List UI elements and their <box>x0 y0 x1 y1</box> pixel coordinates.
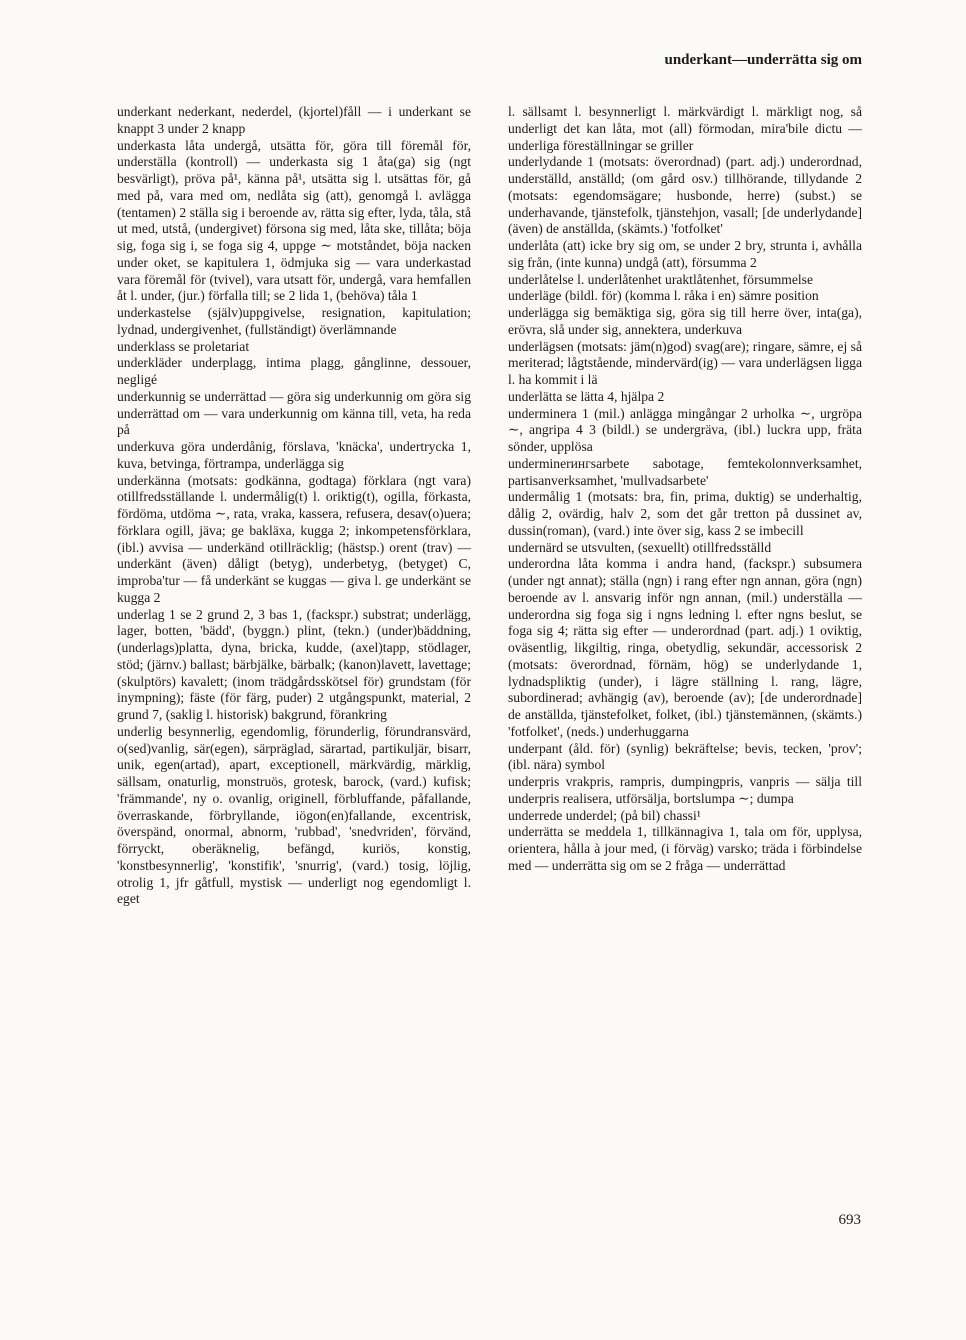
dictionary-entry: underklass se proletariat <box>117 338 250 354</box>
dictionary-entry: underminera 1 (mil.) anlägga mingångar 2 urholka ∼, urgröpa ∼, angripa 4 3 (bildl.) se undergräva, (ibl.) luckra upp, fräta sönder, upplösa <box>508 405 862 454</box>
dictionary-entry: underrede underdel; (på bil) chassi¹ <box>508 807 701 823</box>
dictionary-entry: underlydande 1 (motsats: överordnad) (part. adj.) underordnad, underställd, anställd; (om gård osv.) tillhörande, tillydande 2 (motsats: egendomsägare; husbonde, herre) (subst.) se underhavande, tjänstefolk, tjänstehjon, vasall; [de underlydande] (även) de anställda, (skämts.) 'fotfolket' <box>508 154 862 237</box>
right-column <box>508 104 862 875</box>
running-header: underkant—underrätta sig om <box>664 52 862 68</box>
dictionary-entry: underpris vrakpris, rampris, dumpingpris, vanpris — sälja till underpris realisera, utförsälja, bortslumpa ∼; dumpa <box>508 774 862 806</box>
dictionary-entry: underminerингsarbete sabotage, femtekolonnverksamhet, partisanverksamhet, 'mullvadsarbete' <box>508 455 862 488</box>
dictionary-entry: underrätta se meddela 1, tillkännagiva 1, tala om för, upplysa, orientera, hålla à jour med, (i förväg) varsko; träda i förbindelse med — underrätta sig om se 2 fråga — underrättad <box>508 824 862 873</box>
dictionary-entry: underläge (bildl. för) (komma l. råka i en) sämre position <box>508 288 819 304</box>
dictionary-entry: underlägsen (motsats: jäm(n)god) svag(are); ringare, sämre, ej så meriterad; lågtstående, mindervärd(ig) — vara underlägsen ligga l. ha kommit i lä <box>508 338 862 387</box>
dictionary-entry: underkastelse (själv)uppgivelse, resignation, kapitulation; lydnad, undergivenhet, (fullständigt) överlämnande <box>117 305 471 337</box>
dictionary-entry: underkant nederkant, nederdel, (kjortel)fåll — i underkant se knappt 3 under 2 knapp <box>117 104 471 136</box>
page-number: 693 <box>838 1212 861 1228</box>
dictionary-entry: l. sällsamt l. besynnerligt l. märkvärdigt l. märkligt nog, så underligt det kan låta, mot (all) förmodan, mira'bile dictu — underliga föreställningar se griller <box>508 104 862 153</box>
dictionary-entry: underlåtelse l. underlåtenhet uraktlåtenhet, försummelse <box>508 271 813 287</box>
dictionary-entry: underlägga sig bemäktiga sig, göra sig till herre över, inta(ga), erövra, slå under sig, annektera, underkuva <box>508 305 862 337</box>
dictionary-entry: undernärd se utsvulten, (sexuellt) otillfredsställd <box>508 539 772 555</box>
dictionary-entry: underkuva göra underdånig, förslava, 'knäcka', undertrycka 1, kuva, betvinga, förtrampa, underlägga sig <box>117 439 471 471</box>
left-column <box>117 104 471 908</box>
dictionary-entry: underlåta (att) icke bry sig om, se under 2 bry, strunta i, avhålla sig från, (inte kunna) undgå (att), försumma 2 <box>508 238 862 270</box>
dictionary-entry: undermålig 1 (motsats: bra, fin, prima, duktig) se underhaltig, dålig 2, ovärdig, halv 2, som det går tretton på dussinet av, dussin(roman), (vard.) inte över sig, kass 2 se imbecill <box>508 489 862 538</box>
dictionary-entry: underkläder underplagg, intima plagg, gånglinne, dessouer, negligé <box>117 355 471 387</box>
dictionary-entry: underpant (åld. för) (synlig) bekräftelse; bevis, tecken, 'prov'; (ibl. nära) symbol <box>508 740 862 773</box>
dictionary-entry: underlig besynnerlig, egendomlig, förunderlig, förundransvärd, o(sed)vanlig, sär(egen), särpräglad, särartad, partikuljär, bisarr, unik, egen(artad), apart, exceptionell, märkvärdig, märklig, sällsam, onaturlig, monstruös, grotesk, barock, (vard.) kufisk; 'främmande', ny o. ovanlig, originell, förbluffande, påfallande, överraskande, förbryllande, iögon(en)fallande, excentrisk, överspänd, onormal, abnorm, 'rubbad', 'snedvriden', förvänd, förryckt, oberäknelig, befängd, kuriös, konstig, 'konstbesynnerlig', 'konstifik', 'snurrig', (vard.) tosig, löjlig, otrolig 1, jfr gåtfull, mystisk — underligt nog egendomligt l. eget <box>117 723 471 907</box>
dictionary-entry: underkänna (motsats: godkänna, godtaga) förklara (ngt vara) otillfredsställande l. undermålig(t) l. oriktig(t), ogilla, förkasta, fördöma, utdöma ∼, rata, vraka, kassera, refusera, desav(o)uera; förklara ogill, jäva; ge bakläxa, kugga 2; inkompetensförklara, (ibl.) avvisa — underkänd otillräcklig; (hästsp.) orent (trav) — underkänt (även) dåligt (betyg), underbetyg, (betyget) C, improba'tur — få underkänt se kuggas — giva l. ge underkänt se kugga 2 <box>117 472 471 605</box>
dictionary-entry: underlätta se lätta 4, hjälpa 2 <box>508 388 665 404</box>
dictionary-entry: underkunnig se underrättad — göra sig underkunnig om göra sig underrättad om — vara underkunnig om känna till, veta, ha reda på <box>117 388 471 438</box>
dictionary-entry: underkasta låta undergå, utsätta för, göra till föremål för, underställa (kontroll) — underkasta sig 1 åta(ga) sig (ngt besvärligt), pröva på¹, känna på¹, utsätta sig l. utsättas för, gå med på, vara med om, nedlåta sig (att), genomgå l. avlägga (tentamen) 2 ställa sig i beroende av, rätta sig efter, lyda, tåla, stå ut med, utstå, (undergivet) försona sig med, låta ske, tillåta; böja sig, foga sig i, se foga sig 4, uppge ∼ motståndet, böja nacken under oket, se kapitulera 1, ödmjuka sig — vara underkastad vara föremål för (tvivel), vara utsatt för, undergå, vara hemfallen åt l. under, (jur.) förfalla till; se 2 lida 1, (behöva) tåla 1 <box>117 137 471 304</box>
dictionary-entry: underlag 1 se 2 grund 2, 3 bas 1, (fackspr.) substrat; underlägg, lager, botten, 'bädd', (byggn.) plint, (tekn.) (under)bäddning, (underlags)platta, dyna, bricka, kudde, (axel)tapp, stödlager, stöd; (järnv.) ballast; bärbjälke, bärbalk; (kanon)lavett, lavettage; (skulptörs) kavalett; (inom trädgårdsskötsel för) grundstam (för inympning); fäste (för färg, puder) 2 utgångspunkt, material, 2 grund 7, (saklig l. historisk) bakgrund, förankring <box>117 606 471 722</box>
dictionary-entry: underordna låta komma i andra hand, (fackspr.) subsumera (under ngt annat); ställa (ngn) i rang efter ngn annan, göra (ngn) beroende av l. ansvarig inför ngn annan, (mil.) underställa — underordna sig foga sig i ngns ledning l. efter ngns beslut, se foga sig 4; rätta sig efter — underordnad (part. adj.) 1 oviktig, oväsentlig, likgiltig, ringa, obetydlig, sekundär, accessorisk 2 (motsats: överordnad, förnäm, hög) se underlydande 1, lydnadspliktig (under), i lägre ställning l. rang, lägre, subordinerad; avhängig (av), beroende (av); [de underordnade] de anställda, tjänstefolket, folket, (ibl.) tjänstemännen, (skämts.) 'fotfolket', (neds.) underhuggarna <box>508 556 862 739</box>
